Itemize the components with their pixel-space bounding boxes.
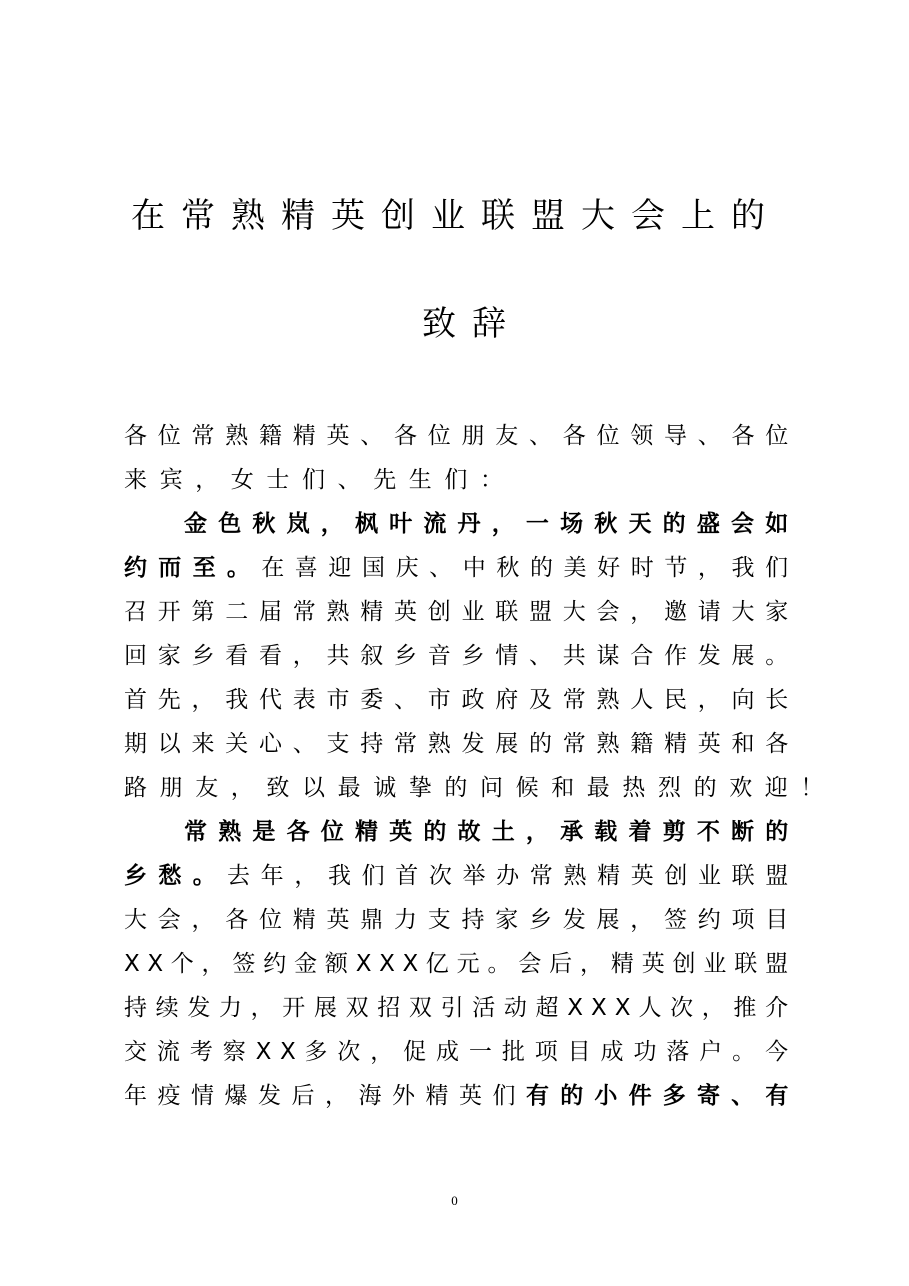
text-line: [124, 458, 788, 502]
text-line: [124, 678, 788, 722]
bold-text-segment: 有 的 小 件 多 寄 、 有: [526, 1083, 789, 1109]
text-segment: 召 开 第 二 届 常 熟 精 英 创 业 联 盟 大 会 ， 邀 请 大 家: [124, 599, 789, 625]
text-line: [124, 1030, 788, 1074]
text-segment: 大 会 ， 各 位 精 英 鼎 力 支 持 家 乡 发 展 ， 签 约 项 目: [124, 907, 789, 933]
title-line-1: 在常熟精英创业联盟大会上的: [131, 196, 781, 236]
text-segment: 年 疫 情 爆 发 后 ， 海 外 精 英 们: [124, 1083, 518, 1109]
bold-text-segment: 乡 愁 。: [124, 863, 218, 889]
title-line-2: 致辞: [422, 304, 522, 344]
text-line: [124, 414, 788, 458]
text-segment: 来宾，女士们、先生们：: [124, 467, 516, 493]
text-line: [124, 546, 788, 590]
text-segment: 首 先 ， 我 代 表 市 委 、 市 政 府 及 常 熟 人 民 ， 向 长: [124, 687, 789, 713]
text-line: [124, 502, 788, 546]
text-line: [124, 854, 788, 898]
text-segment: 回 家 乡 看 看 ， 共 叙 乡 音 乡 情 、 共 谋 合 作 发 展 。: [124, 643, 789, 669]
text-line: [124, 898, 788, 942]
text-line: [124, 590, 788, 634]
text-segment: 持 续 发 力 ， 开 展 双 招 双 引 活 动 超 X X X 人 次 ， 推 介: [124, 995, 789, 1021]
text-segment: 路朋友，致以最诚挚的问候和最热烈的欢迎！: [124, 775, 836, 801]
text-segment: 期 以 来 关 心 、 支 持 常 熟 发 展 的 常 熟 籍 精 英 和 各: [124, 731, 789, 757]
text-line: [124, 986, 788, 1030]
text-segment: 交 流 考 察 X X 多 次 ， 促 成 一 批 项 目 成 功 落 户 。 今: [124, 1039, 789, 1065]
bold-text-segment: 金 色 秋 岚 ， 枫 叶 流 丹 ， 一 场 秋 天 的 盛 会 如: [184, 511, 789, 537]
bold-text-segment: 约 而 至 。: [124, 555, 252, 581]
text-segment: 各 位 常 熟 籍 精 英 、 各 位 朋 友 、 各 位 领 导 、 各 位: [124, 423, 789, 449]
text-segment: 去 年 ， 我 们 首 次 举 办 常 熟 精 英 创 业 联 盟: [227, 863, 789, 889]
page-number: 0: [451, 1193, 458, 1208]
speech-body: [124, 414, 836, 1118]
text-line: [124, 1074, 788, 1118]
text-line: [124, 942, 788, 986]
text-segment: 在 喜 迎 国 庆 、 中 秋 的 美 好 时 节 ， 我 们: [261, 555, 789, 581]
text-line: [124, 634, 788, 678]
bold-text-segment: 常 熟 是 各 位 精 英 的 故 土 ， 承 载 着 剪 不 断 的: [184, 819, 789, 845]
text-line: [124, 766, 836, 810]
text-segment: X X 个 ， 签 约 金 额 X X X 亿 元 。 会 后 ， 精 英 创 业 联 盟: [124, 951, 789, 977]
text-line: [124, 722, 788, 766]
text-line: [124, 810, 788, 854]
